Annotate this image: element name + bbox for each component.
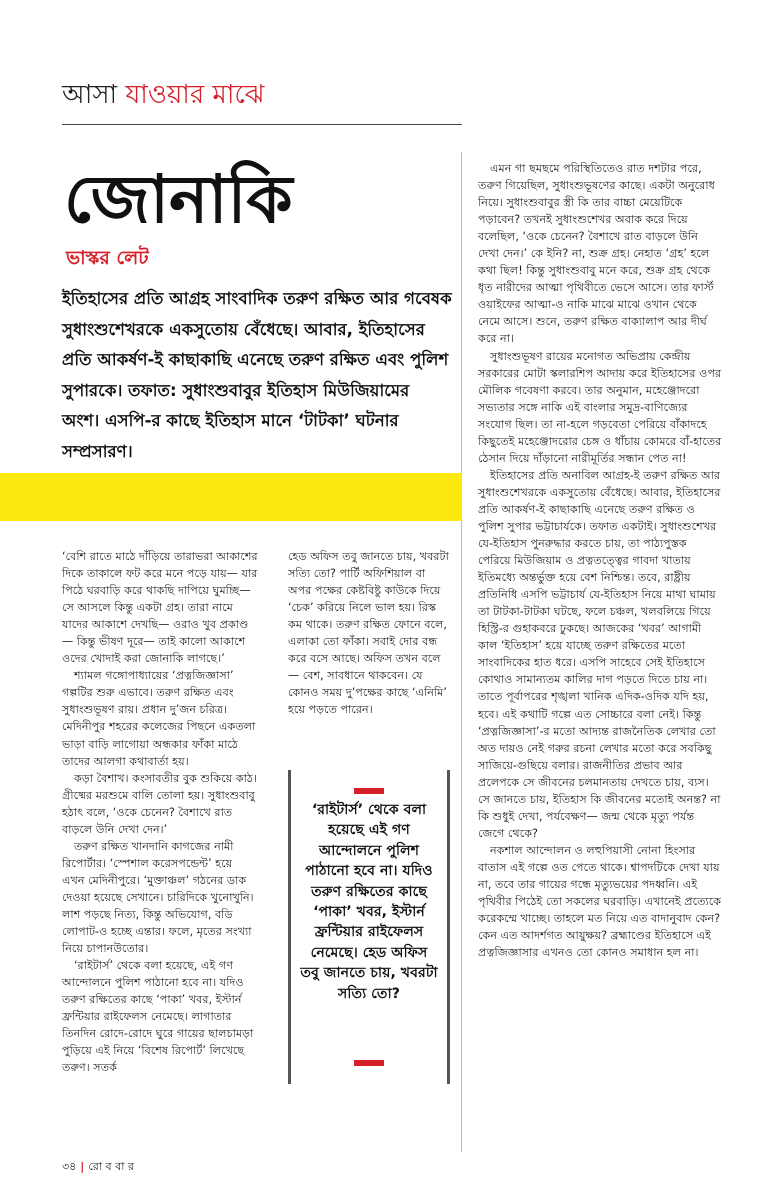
- decorative-yellow-band: [0, 473, 462, 521]
- article-title: জোনাকি: [64, 161, 293, 238]
- section-heading: [62, 78, 265, 112]
- pull-quote-text: ‘রাইটার্স’ থেকে বলা হয়েছে এই গণ আন্দোলনে পুলিশ পাঠানো হবে না। যদিও তরুণ রক্ষিতের কাছে ‘পাকা’ খবর, ইস্টার্ন ফ্রন্টিয়ার রাইফেলস নেমেছে। হেড অফিস তবু জানতে চায়, খবরটা সত্যি তো?: [300, 802, 438, 1002]
- section-heading-word1: আসা: [62, 80, 118, 110]
- body-column-middle: [288, 548, 450, 718]
- paragraph: সুধাংশুভূষণ রায়ের মনোগত অভিপ্রায় কেন্দ্রীয় সরকারের মোটা স্কলারশিপ আদায় করে ইতিহাসের ওপর মৌলিক গবেষণা করবে। তার অনুমান, মহেঞ্জোদরো সভ্যতার সঙ্গে নাকি এই বাংলার সমুদ্র-বাণিজ্যের সংযোগ ছিল। তা না-হলে গড়বেতা পেরিয়ে বাঁকাদহে কিছুতেই মহেঞ্জোদরোর চেঙ্গ ও ধাঁচায় কোমরে বাঁ-হাতের ঠেসান দিয়ে দাঁড়ানো নারীমূর্তির সন্ধান পেত না!: [478, 349, 722, 465]
- body-column-right: [478, 160, 722, 961]
- section-heading-word2: যাওয়ার মাঝে: [125, 80, 265, 110]
- paragraph: ‘রাইটার্স’ থেকে বলা হয়েছে, এই গণ আন্দোলনে পুলিশ পাঠানো হবে না। যদিও তরুণ রক্ষিতের কাছে ‘পাকা’ খবর, ইস্টার্ন ফ্রন্টিয়ার রাইফেলস নেমেছে। লাগাতার তিনদিন রোদে-রোদে ঘুরে গায়ের ছালচামড়া পুড়িয়ে এই নিয়ে ‘বিশেষ রিপোর্ট’ লিখেছে তরুণ। সতর্ক: [62, 959, 254, 1075]
- paragraph: ইতিহাসের প্রতি অনাবিল আগ্রহ-ই তরুণ রক্ষিত আর সুধাংশুশেখরকে একসুতোয় বেঁধেছে। আবার, ইতিহাসের প্রতি আকর্ষণ-ই কাছাকাছি এনেছে তরুণ রক্ষিত ও পুলিশ সুপার ভট্টাচার্যকে। তফাত একটাই। সুধাংশুশেখর যে-ইতিহাস পুনরুদ্ধার করতে চায়, তা পাঠ্যপুস্তক পেরিয়ে মিউজিয়াম ও প্রত্নতত্ত্বের গাবদা খাতায় ইতিমধ্যে অন্তর্ভুক্ত হয়ে বেশ নিশ্চিন্ত। তবে, রাষ্ট্রীয় প্রতিনিধি এসপি ভট্টাচার্য যে-ইতিহাস নিয়ে মাথা ঘামায় তা টাটকা-টাটকা ঘটছে, ফলে চঞ্চল, খলবলিয়ে গিয়ে হিস্ট্রি-র গুহাকবরে ঢুকছে। আজকের ‘খবর’ আগামী কাল ‘ইতিহাস’ হয়ে যাচ্ছে তরুণ রক্ষিতের মতো সাংবাদিকের হাত ধরে। এসপি সাহেবে সেই ইতিহাসে কোথাও সামান্যতম কালির দাগ পড়তে দিতে চায় না। তাতে পূর্বাপরের শৃঙ্খলা খানিক এদিক-ওদিক যদি হয়, হবে। এই কথাটি গল্পে এত সোচ্চারে বলা নেই। কিন্তু ‘প্রত্নজিজ্ঞাসা’-র মতো আদ্যন্ত রাজনৈতিক লেখার তো অত দায়ও নেই গরুর রচনা লেখার মতো করে সবকিছু সাজিয়ে-গুছিয়ে বলার। রাজনীতির প্রভাব আর প্রলেপকে সে জীবনের চলমানতায় দেখতে চায়, ব্যস। সে জানতে চায়, ইতিহাস কি জীবনের মতোই অনন্ত? না কি শুধুই দেখা, পর্যবেক্ষণ— জন্ম থেকে মৃত্যু পর্যন্ত জেগে থেকে?: [478, 468, 721, 840]
- paragraph: নকশাল আন্দোলন ও লহুপিয়াসী নোনা হিংসার বাতাস এই গল্পে ওত পেতে থাকে। শ্বাপদটিকে দেখা যায় না, তবে তার গায়ের গন্ধে মৃত্যুভয়ের পদধ্বনি। এই পৃথিবীর পিঠেই তো সকলের ঘরবাড়ি। এখানেই প্রত্যেকে করেকম্মে খাচ্ছে। তাহলে মত নিয়ে এত বাদানুবাদ কেন? কেন এত আদর্শগত আয়ুক্ষয়? ব্রহ্মাণ্ডের ইতিহাসে এই প্রত্নজিজ্ঞাসার এখনও তো কোনও সমাধান হল না।: [478, 843, 722, 960]
- paragraph: শ্যামল গঙ্গোপাধ্যায়ের ‘প্রত্নজিজ্ঞাসা’ গল্পটির শুরু এভাবে। তরুণ রক্ষিত এবং সুধাংশুভূষণ রায়। প্রধান দু’জন চরিত্র। মেদিনীপুর শহরের কলেজের পিছনে একতলা ভাড়া বাড়ি লাগোয়া অন্ধকার ফাঁকা মাঠে তাদের আলগা কথাবার্তা হয়।: [62, 669, 256, 768]
- pull-quote: [288, 770, 450, 1084]
- paragraph: তরুণ রক্ষিত খানদানি কাগজের নামী রিপোর্টার। ‘স্পেশাল করেসপন্ডেন্ট’ হয়ে এখন মেদিনীপুরে। ‘মুক্তাঞ্চল’ গঠনের ডাক দেওয়া হয়েছে সেখানে। চারিদিকে খুনোখুনি। লাশ পড়ছে নিত্য, কিন্তু অভিযোগ, বডি লোপাট-ও হচ্ছে এন্তার। ফলে, মৃতের সংখ্যা নিয়ে চাপানউতোর।: [62, 839, 254, 956]
- pull-quote-bar-top: [354, 788, 384, 794]
- paragraph: কড়া বৈশাখ। কংসাবতীর বুক শুকিয়ে কাঠ। গ্রীষ্মের মরশুমে বালি তোলা হয়। সুধাংশুবাবু হঠাৎ বলে, ‘ওকে চেনেন? বৈশাখে রাত বাড়লে উনি দেখা দেন।’: [62, 771, 257, 836]
- body-column-left: [62, 548, 258, 1076]
- paragraph: এমন গা ছমছমে পরিস্থিতিতেও রাত দশটার পরে, তরুণ গিয়েছিল, সুধাংশুভূষণের কাছে। একটা অনুরোধ নিয়ে। সুধাংশুবাবুর স্ত্রী কি তার বাচ্চা মেয়েটিকে পড়াবেন? তখনই সুধাংশুশেখর অবাক করে দিয়ে বলেছিল, ‘ওকে চেনেন? বৈশাখে রাত বাড়লে উনি দেখা দেন।’ কে ইনি? না, শুক্র গ্রহ। নেহাত ‘গ্রহ’ হলে কথা ছিল! কিন্তু সুধাংশুবাবু মনে করে, শুক্র গ্রহ থেকে ধৃত নারীদের আত্মা পৃথিবীতে ভেসে আসে। তার ফার্স্ট ওয়াইফের আত্মা-ও নাকি মাঝে মাঝে ওখান থেকে নেমে আসে। শুনে, তরুণ রক্ষিত বাক্যালাপ আর দীর্ঘ করে না।: [478, 162, 715, 346]
- column-divider: [461, 152, 462, 1152]
- page-footer: [62, 1158, 134, 1177]
- pull-quote-bar-bottom: [354, 1060, 384, 1066]
- magazine-name: রো ব বা র: [88, 1160, 135, 1173]
- standfirst: ইতিহাসের প্রতি আগ্রহ সাংবাদিক তরুণ রক্ষিত আর গবেষক সুধাংশুশেখরকে একসুতোয় বেঁধেছে। আবার, ইতিহাসের প্রতি আকর্ষণ-ই কাছাকাছি এনেছে তরুণ রক্ষিত এবং পুলিশ সুপারকে। তফাত: সুধাংশুবাবুর ইতিহাস মিউজিয়ামের অংশ। এসপি-র কাছে ইতিহাস মানে ‘টাটকা’ ঘটনার সম্প্রসারণ।: [62, 289, 452, 461]
- paragraph: ‘বেশি রাতে মাঠে দাঁড়িয়ে তারাভরা আকাশের দিকে তাকালে ফট করে মনে পড়ে যায়— যার পিঠে ঘরবাড়ি করে থাকছি দাপিয়ে ঘুমচ্ছি— সে আসলে কিন্তু একটা গ্রহ। তারা নামে যাদের আকাশে দেখছি— ওরাও খুব প্রকাণ্ড— কিন্তু ভীষণ দূরে— তাই কালো আকাশে ওদের খোদাই করা জোনাকি লাগছে।’: [62, 550, 258, 666]
- heading-rule: [62, 124, 462, 125]
- page-number: ৩৪: [62, 1160, 77, 1173]
- paragraph: হেড অফিস তবু জানতে চায়, খবরটা সত্যি তো? পার্টি অফিশিয়াল বা অপর পক্ষের কেষ্টবিষ্টু কাউকে দিয়ে ‘চেক’ করিয়ে নিলে ভাল হয়। রিস্ক কম থাকে। তরুণ রক্ষিত ফোনে বলে, এলাকা তো ফাঁকা। সবাই দোর বন্ধ করে বসে আছে। অফিস তখন বলে— বেশ, সাবধানে থাকবেন। যে কোনও সময় দু’পক্ষের কাছে ‘এনিমি’ হয়ে পড়তে পারেন।: [288, 550, 449, 717]
- author-byline: ভাস্কর লেট: [66, 247, 149, 269]
- footer-separator: |: [80, 1160, 85, 1173]
